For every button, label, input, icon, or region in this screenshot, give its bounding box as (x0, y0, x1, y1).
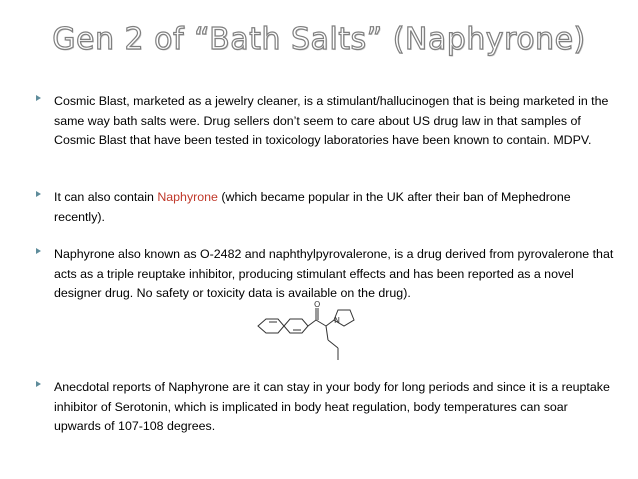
bullet-text (54, 188, 616, 227)
bullet-text: Anecdotal reports of Naphyrone are it can stay in your body for long periods and since it is a reuptake inhibitor of Serotonin, which is implicated in body heat regulation, body temperatures can soar upwards of 107-108 degrees. (54, 380, 610, 433)
naphyrone-structure-diagram (254, 300, 374, 364)
bullet-text-post: (which became popular in the UK after their ban of Mephedrone recently). (54, 190, 571, 224)
bullet-marker-icon (36, 95, 41, 101)
slide-title: Gen 2 of “Bath Salts” (Naphyrone) (52, 22, 586, 57)
side-chain (308, 308, 354, 360)
oxygen-atom-label: O (314, 300, 321, 309)
bullet-item-4 (36, 378, 616, 437)
bullet-marker-icon (36, 381, 41, 387)
bullet-text: Cosmic Blast, marketed as a jewelry cleaner, is a stimulant/hallucinogen that is being marketed in the same way bath salts were. Drug sellers don’t seem to care about US drug law in that samples of Cosmic Blast that have been tested in toxicology laboratories have been known to contain. MDPV. (54, 94, 609, 147)
bullet-marker-icon (36, 191, 41, 197)
bullet-item-3 (36, 245, 616, 304)
naphthalene-rings (258, 319, 308, 333)
bullet-marker-icon (36, 248, 41, 254)
nitrogen-atom-label: N (334, 316, 340, 325)
bullet-text-pre: It can also contain (54, 190, 158, 204)
naphyrone-highlight: Naphyrone (157, 190, 218, 204)
bullet-item-1 (36, 92, 616, 151)
bullet-text: Naphyrone also known as O-2482 and naphthylpyrovalerone, is a drug derived from pyrovalerone that acts as a triple reuptake inhibitor, producing stimulant effects and has been reported as a novel designer drug. No safety or toxicity data is available on the drug). (54, 247, 614, 300)
bullet-item-2 (36, 188, 616, 227)
